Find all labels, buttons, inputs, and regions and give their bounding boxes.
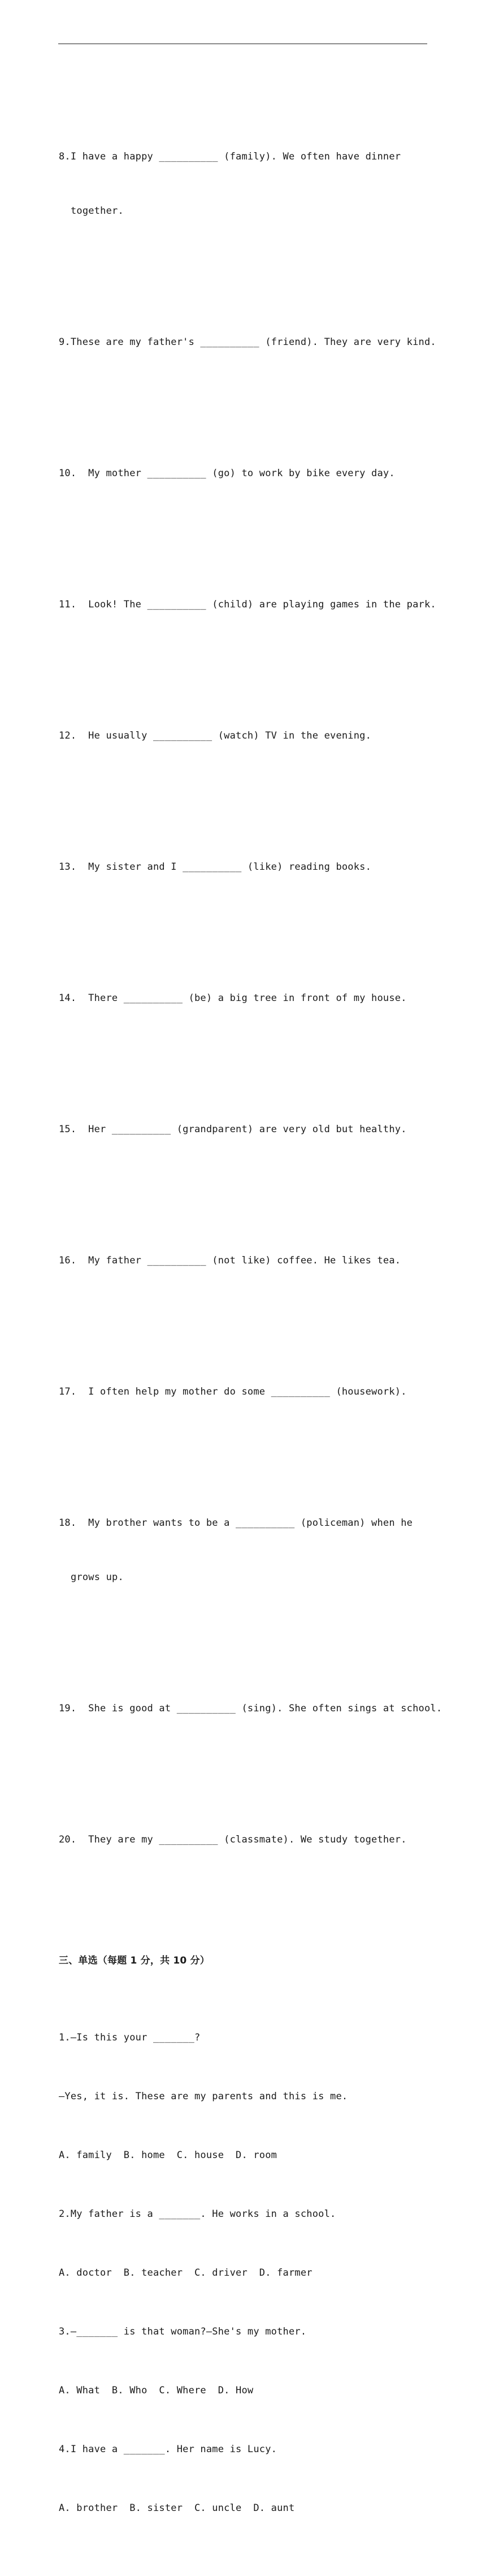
question-item xyxy=(59,428,432,519)
section-title: 三、单选（每题 1 分，共 10 分） xyxy=(59,1955,210,1966)
mc-question-stem: 4.I have a _______. Her name is Lucy. xyxy=(59,2444,277,2455)
question-text: 16. My father __________ (not like) coffee. He likes tea. xyxy=(59,1255,401,1266)
mc-question-stem: 1.—Is this your _______? xyxy=(59,2032,201,2043)
question-text: 18. My brother wants to be a __________ (policeman) when he xyxy=(59,1517,413,1529)
question-item xyxy=(59,297,436,387)
question-text-continued: together. xyxy=(71,205,124,217)
question-item xyxy=(59,111,432,256)
mc-options: A. doctor B. teacher C. driver D. farmer xyxy=(59,2267,313,2279)
question-item xyxy=(59,1215,432,1306)
question-item xyxy=(59,1084,432,1175)
question-text: 14. There __________ (be) a big tree in front of my house. xyxy=(59,993,407,1004)
mc-question-stem: —Yes, it is. These are my parents and this is me. xyxy=(59,2091,348,2102)
question-item xyxy=(59,953,432,1043)
mc-options: A. What B. Who C. Where D. How xyxy=(59,2385,254,2396)
question-text: 11. Look! The __________ (child) are playing games in the park. xyxy=(59,599,436,610)
question-text: 15. Her __________ (grandparent) are very old but healthy. xyxy=(59,1124,407,1135)
mc-question-stem: 2.My father is a _______. He works in a school. xyxy=(59,2208,336,2220)
question-text: 8.I have a happy __________ (family). We often have dinner xyxy=(59,151,401,162)
question-item xyxy=(59,822,432,912)
question-text-continued: grows up. xyxy=(71,1572,124,1583)
question-item xyxy=(59,691,432,781)
question-item xyxy=(59,1663,442,1754)
question-item xyxy=(59,1347,432,1437)
mc-question-stem: 3.—_______ is that woman?—She's my mother. xyxy=(59,2326,307,2337)
question-item xyxy=(59,1478,432,1623)
mc-options: A. family B. home C. house D. room xyxy=(59,2150,277,2161)
question-text: 10. My mother __________ (go) to work by bike every day. xyxy=(59,468,395,479)
question-item xyxy=(59,559,436,650)
question-text: 9.These are my father's __________ (friend). They are very kind. xyxy=(59,336,436,348)
question-text: 13. My sister and I __________ (like) reading books. xyxy=(59,861,372,873)
mc-options: A. brother B. sister C. uncle D. aunt xyxy=(59,2502,295,2514)
question-text: 12. He usually __________ (watch) TV in the evening. xyxy=(59,730,372,741)
question-text: 20. They are my __________ (classmate). We study together. xyxy=(59,1834,407,1845)
question-item xyxy=(59,1794,432,1885)
question-text: 17. I often help my mother do some __________ (housework). xyxy=(59,1386,407,1397)
question-text: 19. She is good at __________ (sing). She often sings at school. xyxy=(59,1703,442,1714)
document-content xyxy=(59,57,442,2576)
